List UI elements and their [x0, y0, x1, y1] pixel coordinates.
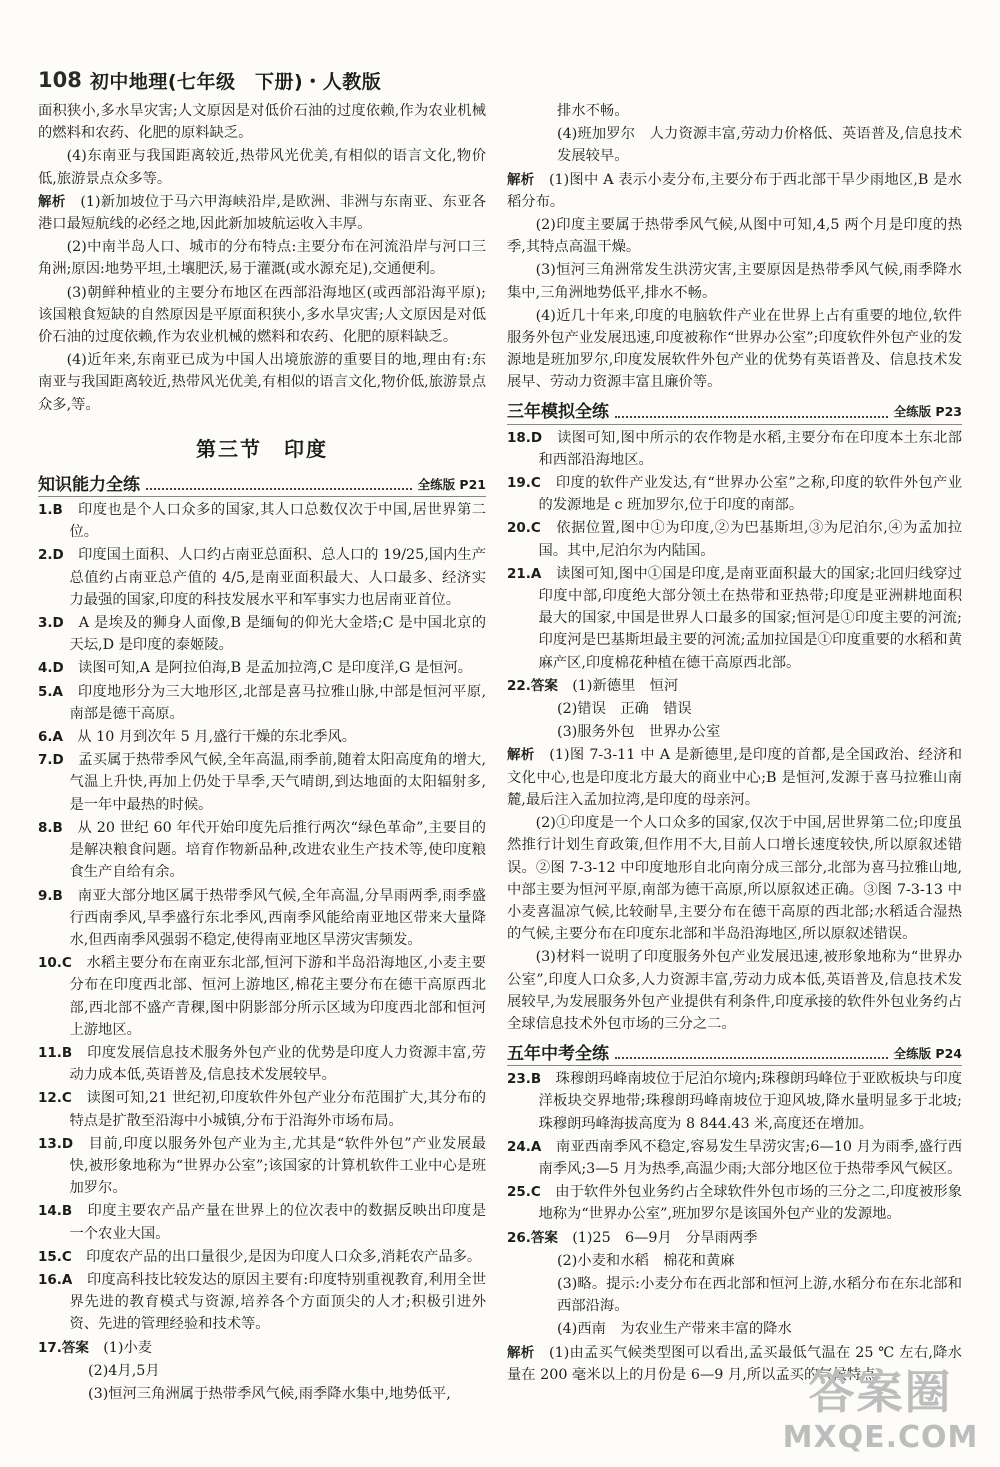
right-top-paragraphs: [507, 100, 962, 394]
paragraph: [38, 282, 486, 349]
item-text: 读图可知,图中①国是印度,是南亚面积最大的国家;北回归线穿过印度中部,印度绝大部分领土在热带和亚热带;印度是亚洲耕地面积最大的国家,中国是世界人口最多的国家;恒河是①印度主要的河流;印度河是巴基斯坦最主要的河流;孟加拉国是①印度重要的水稻和黄麻产区,印度棉花种植在德干高原西北部。: [538, 565, 963, 671]
item-text: 读图可知,21 世纪初,印度软件外包产业分布范围扩大,其分布的特点是扩散至沿海中小城镇,分布于沿海外市场布局。: [69, 1090, 486, 1129]
answer-item: [38, 612, 486, 656]
item-number: 14.B: [38, 1203, 73, 1220]
analysis-label: 解析: [507, 747, 535, 764]
answer-line: (1)小麦: [103, 1339, 153, 1356]
answer-line: (1)新德里 恒河: [572, 677, 679, 694]
paragraph-text: (4)班加罗尔 人力资源丰富,劳动力价格低、英语普及,信息技术发展较早。: [557, 126, 962, 165]
item-number: 3.D: [38, 615, 64, 632]
paragraph-text: (3)朝鲜种植业的主要分布地区在西部沿海地区(或西部沿海平原);该国粮食短缺的自然原因是平原面积狭小,多水旱灾害;人文原因是对低价石油的过度依赖,作为农业机械的燃料和农药、化肥的原料缺乏。: [38, 284, 486, 346]
dotted-leader: [615, 1057, 888, 1059]
item-number: 5.A: [38, 683, 63, 700]
item-number: 17.答案: [38, 1339, 89, 1356]
item-number: 7.D: [38, 752, 64, 769]
item-text: 印度主要农产品产量在世界上的位次表中的数据反映出印度是一个农业大国。: [69, 1203, 487, 1242]
item-number: 24.A: [507, 1138, 542, 1155]
paragraph-text: 排水不畅。: [557, 103, 629, 119]
answer-item: [507, 1181, 962, 1225]
section-bar-three-year: [507, 398, 962, 425]
analysis-label: 解析: [38, 193, 66, 210]
paragraph-text: (2)印度主要属于热带季风气候,从图中可知,4,5 两个月是印度的热季,其特点高温干燥。: [507, 217, 962, 256]
answer-item-26: [507, 1227, 962, 1386]
answer-item: [38, 952, 486, 1041]
answer-item-22: [507, 675, 962, 1035]
item-number: 22.答案: [507, 677, 558, 694]
section-bar-ref: 全练版 P21: [417, 476, 486, 492]
answer-item: [38, 499, 486, 543]
paragraph: [507, 123, 962, 167]
paragraph: [38, 145, 486, 189]
left-top-paragraphs: [38, 100, 486, 416]
item-number: 2.D: [38, 547, 64, 564]
paragraph: [38, 100, 486, 144]
paragraph: [507, 259, 962, 303]
paragraph: [507, 214, 962, 258]
item-text: 由于软件外包业务约占全球软件外包市场的三分之二,印度被形象地称为“世界办公室”,班加罗尔是该国外包产业的发源地。: [538, 1184, 963, 1223]
paragraph-text: (4)近年来,东南亚已成为中国人出境旅游的重要目的地,理由有:东南亚与我国距离较近,热带风光优美,有相似的语言文化,物价低,旅游景点众多,等。: [38, 352, 486, 413]
item-text: 印度农产品的出口量很少,是因为印度人口众多,消耗农产品多。: [86, 1248, 482, 1265]
section-bar-name: 知识能力全练: [38, 474, 140, 495]
answer-line: (3)服务外包 世界办公室: [557, 724, 721, 741]
section-bar-ref: 全练版 P23: [893, 404, 962, 420]
answer-list-right-2: [507, 1068, 962, 1225]
item-number: 25.C: [507, 1184, 541, 1201]
answer-item: [38, 544, 486, 611]
answer-item: [38, 657, 486, 679]
answer-line: (3)恒河三角洲属于热带季风气候,雨季降水集中,地势低平,: [88, 1385, 451, 1402]
left-column: [38, 100, 486, 1406]
answer-item: [38, 726, 486, 748]
paragraph-text: (1)新加坡位于马六甲海峡沿岸,是欧洲、非洲与东南亚、东亚各港口最短航线的必经之地,因此新加坡航运收入丰厚。: [38, 193, 487, 233]
answer-item: [507, 427, 962, 471]
item-number: 8.B: [38, 819, 63, 836]
answer-line: (2)4月,5月: [88, 1362, 160, 1379]
item-number: 9.B: [38, 887, 63, 904]
answer-line: (3)略。提示:小麦分布在西北部和恒河上游,水稻分布在东北部和西部沿海。: [557, 1275, 962, 1315]
paragraph-text: (1)图中 A 表示小麦分布,主要分布于西北部干旱少雨地区,B 是水稻分布。: [507, 171, 962, 210]
item-text: 印度高科技比较发达的原因主要有:印度特别重视教育,利用全世界先进的教育模式与资源,培养各个方面顶尖的人才;积极引进外资、先进的管理经验和技术等。: [69, 1271, 487, 1333]
answer-item: [38, 681, 486, 725]
item-text: A 是埃及的狮身人面像,B 是缅甸的仰光大金塔;C 是中国北京的天坛,D 是印度的泰姬陵。: [69, 615, 487, 654]
answer-item: [507, 472, 962, 516]
answer-item: [507, 1136, 962, 1180]
item-text: 印度的软件产业发达,有“世界办公室”之称,印度的软件外包产业的发源地是 c 班加罗尔,位于印度的南部。: [538, 475, 962, 514]
item-number: 11.B: [38, 1044, 73, 1061]
paragraph: [38, 191, 486, 235]
analysis-text: (2)①印度是一个人口众多的国家,仅次于中国,居世界第二位;印度虽然推行计划生育政策,但作用不大,目前人口增长速度较快,所以原叙述错误。②图 7-3-12 中印度地形自北向南分成三部分,北部为喜马拉雅山地,中部主要为恒河平原,南部为德干高原,所以原叙述正确。③图 7-3-13 中小麦喜温凉气候,比较耐旱,主要分布在德干高原的西北部;水稻适合湿热的气候,主要分布在印度东北部和半岛沿海地区,所以原叙述错误。: [507, 815, 962, 943]
section-bar-five-year: [507, 1039, 962, 1066]
item-number: 26.答案: [507, 1229, 558, 1246]
analysis-text: (1)由孟买气候类型图可以看出,孟买最低气温在 25 ℃ 左右,降水量在 200 毫米以上的月份是 6—9 月,所以孟买的气候特点: [507, 1344, 962, 1383]
page-number: 108: [38, 68, 82, 92]
book-title: 初中地理(七年级 下册)・人教版: [89, 70, 382, 93]
item-text: 印度地形分为三大地形区,北部是喜马拉雅山脉,中部是恒河平原,南部是德干高原。: [69, 683, 486, 722]
watermark-url: MXQE.COM: [782, 1420, 979, 1455]
item-text: 依据位置,图中①为印度,②为巴基斯坦,③为尼泊尔,④为孟加拉国。其中,尼泊尔为内陆国。: [538, 520, 963, 559]
answer-item: [38, 749, 486, 816]
answer-line: (4)西南 为农业生产带来丰富的降水: [557, 1321, 792, 1338]
item-number: 10.C: [38, 955, 72, 972]
analysis-text: (1)图 7-3-11 中 A 是新德里,是印度的首都,是全国政治、经济和文化中心,也是印度北方最大的商业中心;B 是恒河,发源于喜马拉雅山南麓,最后注入孟加拉湾,是印度的母亲河。: [507, 747, 963, 808]
watermark-text: 答案圈: [808, 1365, 953, 1419]
paragraph-text: 面积狭小,多水旱灾害;人文原因是对低价石油的过度依赖,作为农业机械的燃料和农药、化肥的原料缺乏。: [38, 103, 486, 142]
answer-item: [507, 517, 962, 561]
paragraph: [507, 169, 962, 213]
item-text: 南亚西南季风不稳定,容易发生旱涝灾害;6—10 月为雨季,盛行西南季风;3—5 月为热季,高温少雨;大部分地区位于热带季风气候区。: [538, 1138, 962, 1177]
item-text: 从 20 世纪 60 年代开始印度先后推行两次“绿色革命”,主要目的是解决粮食问题。培育作物新品种,改进农业生产技术等,使印度粮食生产自给有余。: [69, 819, 486, 881]
item-number: 15.C: [38, 1248, 72, 1265]
section-bar-ref: 全练版 P24: [893, 1045, 962, 1061]
answer-item-17: [38, 1337, 486, 1406]
paragraph-text: (4)近几十年来,印度的电脑软件产业在世界上占有重要的地位,软件服务外包产业发展迅速,印度被称作“世界办公室”;印度软件外包产业的发源地是班加罗尔,印度发展软件外包产业的优势有英语普及、信息技术发展早、劳动力资源丰富且廉价等。: [507, 307, 962, 391]
paragraph: [507, 305, 962, 394]
paragraph: [38, 349, 486, 416]
answer-list-right-1: [507, 427, 962, 674]
watermark-logo: [773, 1365, 988, 1461]
dotted-leader: [146, 488, 412, 490]
answer-item: [38, 1200, 486, 1244]
answer-line: (2)错误 正确 错误: [557, 701, 692, 718]
analysis-label: 解析: [507, 171, 535, 188]
item-text: 从 10 月到次年 5 月,盛行干燥的东北季风。: [77, 729, 357, 746]
item-text: 珠穆朗玛峰南坡位于尼泊尔境内;珠穆朗玛峰位于亚欧板块与印度洋板块交界地带;珠穆朗玛峰南坡位于迎风坡,降水量明显多于北坡;珠穆朗玛峰海拔高度为 8 844.43 米,高度还在增加。: [538, 1071, 962, 1132]
item-text: 印度国土面积、人口约占南亚总面积、总人口的 19/25,国内生产总值约占南亚总产值的 4/5,是南亚面积最大、人口最多、经济实力最强的国家,印度的科技发展水平和军事实力也居南亚首位。: [69, 547, 487, 608]
answer-item: [38, 1133, 486, 1200]
section-bar-name: 三年模拟全练: [507, 402, 609, 423]
item-number: 12.C: [38, 1090, 72, 1107]
answer-item: [38, 1042, 486, 1086]
section-bar-name: 五年中考全练: [507, 1043, 609, 1064]
analysis-label: 解析: [507, 1344, 535, 1361]
answer-line: (1)25 6—9月 分旱雨两季: [572, 1229, 758, 1246]
page-header: [38, 60, 963, 100]
answer-item: [38, 817, 486, 884]
item-text: 目前,印度以服务外包产业为主,尤其是“软件外包”产业发展最快,被形象地称为“世界办公室”;该国家的计算机软件工业中心是班加罗尔。: [69, 1135, 486, 1197]
answer-item: [38, 1269, 486, 1336]
item-number: 6.A: [38, 729, 63, 746]
paragraph-text: (3)恒河三角洲常发生洪涝灾害,主要原因是热带季风气候,雨季降水集中,三角洲地势低平,排水不畅。: [507, 262, 962, 301]
section-bar-knowledge: [38, 470, 486, 497]
item-number: 16.A: [38, 1271, 73, 1288]
paragraph-text: (2)中南半岛人口、城市的分布特点:主要分布在河流沿岸与河口三角洲;原因:地势平坦,土壤肥沃,易于灌溉(或水源充足),交通便利。: [38, 239, 486, 278]
paragraph: [507, 100, 962, 122]
answer-item: [38, 885, 486, 952]
item-text: 读图可知,图中所示的农作物是水稻,主要分布在印度本土东北部和西部沿海地区。: [538, 429, 962, 468]
right-column: [507, 100, 962, 1387]
item-number: 20.C: [507, 520, 541, 537]
answer-line: (2)小麦和水稻 棉花和黄麻: [557, 1252, 735, 1269]
answer-item: [38, 1087, 486, 1131]
item-number: 18.D: [507, 429, 543, 446]
answer-item: [507, 1068, 962, 1135]
item-number: 23.B: [507, 1071, 542, 1088]
section-title: 第三节 印度: [196, 436, 328, 461]
item-text: 印度发展信息技术服务外包产业的优势是印度人力资源丰富,劳动力成本低,英语普及,信息技术发展较早。: [69, 1044, 487, 1084]
item-number: 21.A: [507, 565, 542, 582]
analysis-text: (3)材料一说明了印度服务外包产业发展迅速,被形象地称为“世界办公室”,印度人口众多,人力资源丰富,劳动力成本低,英语普及,信息技术发展较早,为发展服务外包产业提供有利条件,印度承接的软件外包业务约占全球信息技术外包市场的三分之二。: [507, 949, 962, 1032]
item-text: 南亚大部分地区属于热带季风气候,全年高温,分旱雨两季,雨季盛行西南季风,旱季盛行东北季风,西南季风能给南亚地区带来大量降水,但西南季风强弱不稳定,使得南亚地区旱涝灾害频发。: [69, 887, 487, 948]
paragraph-text: (4)东南亚与我国距离较近,热带风光优美,有相似的语言文化,物价低,旅游景点众多等。: [38, 148, 486, 187]
answer-item: [38, 1246, 486, 1268]
item-text: 孟买属于热带季风气候,全年高温,雨季前,随着太阳高度角的增大,气温上升快,再加上仍处于旱季,天气晴朗,到达地面的太阳辐射多,是一年中最热的时候。: [69, 752, 487, 813]
item-text: 印度也是个人口众多的国家,其人口总数仅次于中国,居世界第二位。: [69, 502, 486, 541]
item-number: 19.C: [507, 475, 541, 492]
dotted-leader: [615, 416, 888, 418]
item-text: 读图可知,A 是阿拉伯海,B 是孟加拉湾,C 是印度洋,G 是恒河。: [78, 660, 473, 677]
item-text: 水稻主要分布在南亚东北部,恒河下游和半岛沿海地区,小麦主要分布在印度西北部、恒河上游地区,棉花主要分布在德干高原西北部,西北部不盛产青稞,图中阴影部分所示区域为印度西北部和恒河上游地区。: [69, 955, 487, 1038]
item-number: 13.D: [38, 1135, 74, 1152]
paragraph: [38, 236, 486, 280]
answer-list-left: [38, 499, 486, 1336]
answer-item: [507, 563, 962, 674]
item-number: 4.D: [38, 660, 64, 677]
item-number: 1.B: [38, 502, 63, 519]
